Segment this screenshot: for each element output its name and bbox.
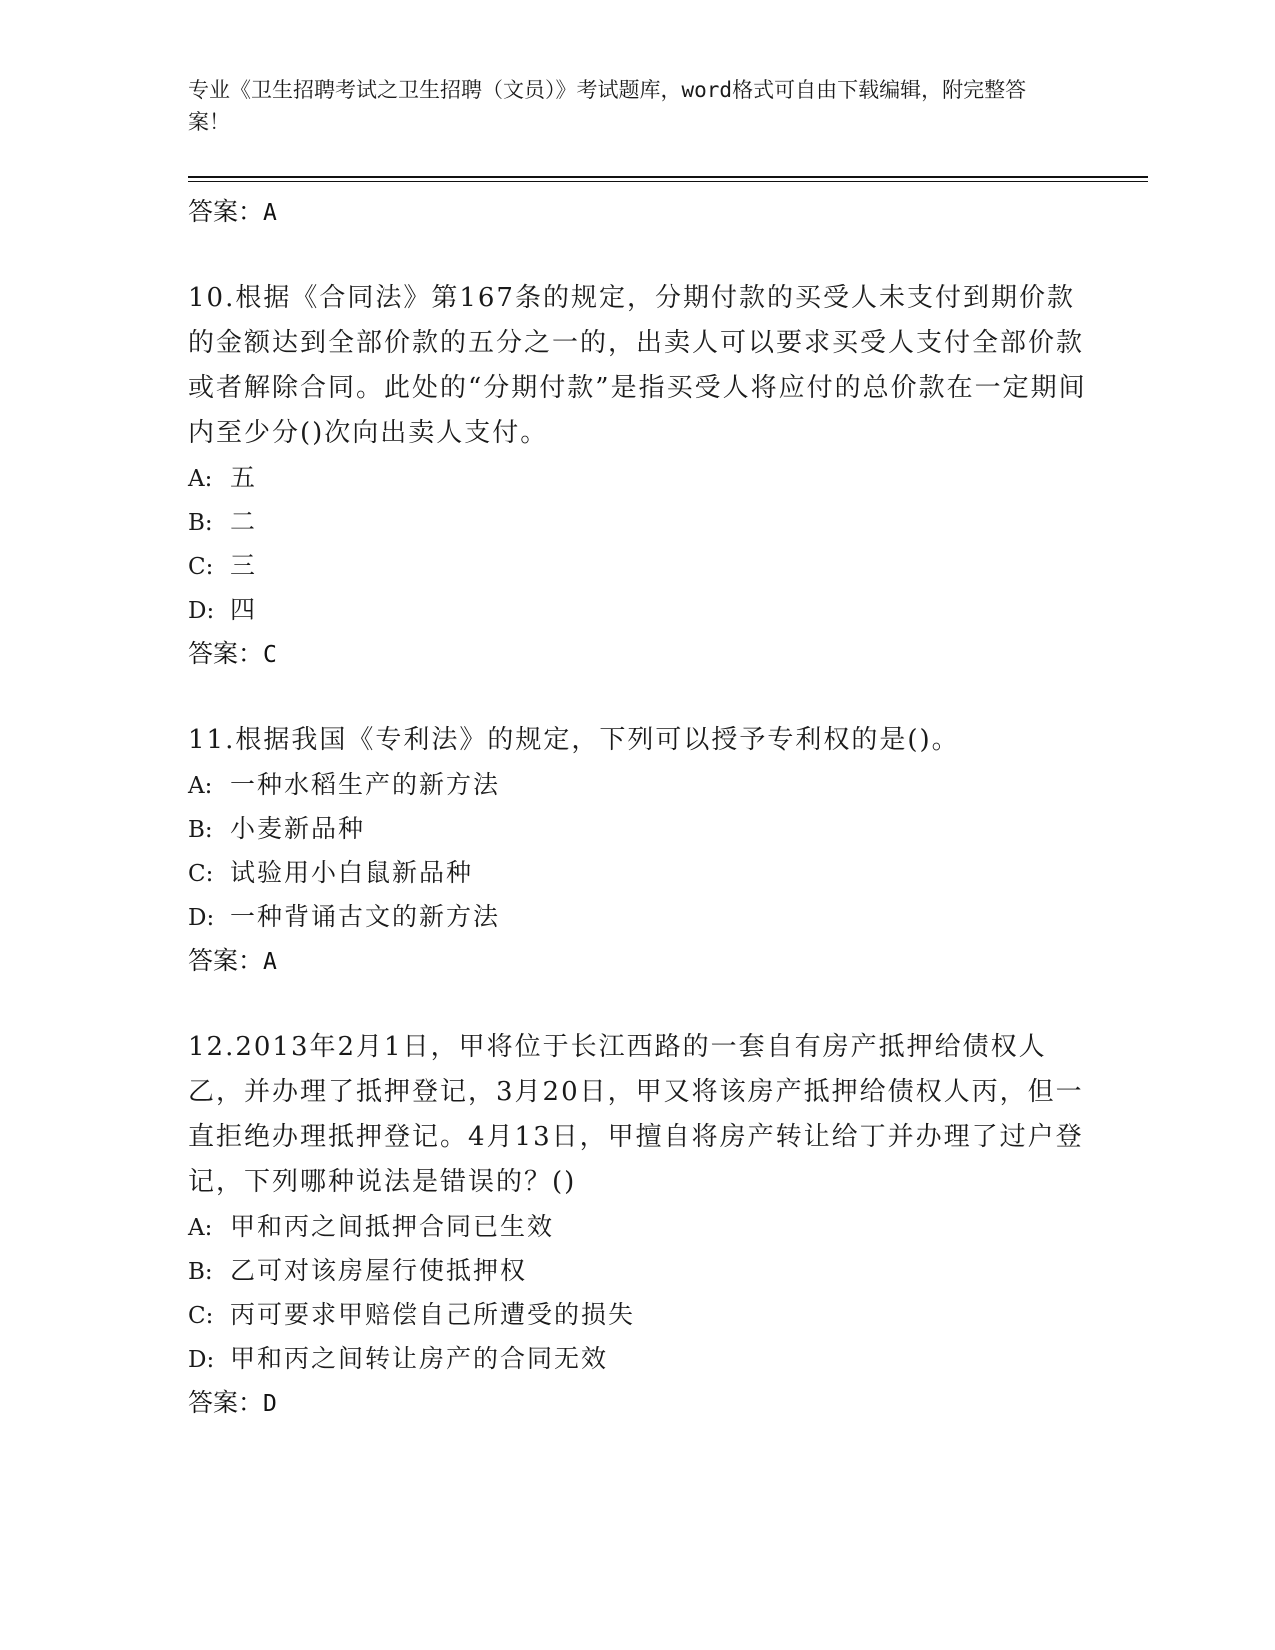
option-b — [188, 1249, 1088, 1293]
option-a — [188, 456, 1088, 500]
option-text: 一种背诵古文的新方法 — [230, 902, 501, 931]
header-rule — [188, 176, 1148, 182]
answer-value: A — [263, 949, 277, 975]
answer-label: 答案： — [188, 197, 264, 226]
option-key: C: — [188, 554, 214, 580]
option-key: A: — [188, 466, 213, 492]
option-key: C: — [188, 861, 214, 887]
option-key: D: — [188, 905, 215, 931]
option-c — [188, 544, 1088, 588]
option-key: A: — [188, 773, 213, 799]
option-key: B: — [188, 510, 213, 536]
option-key: D: — [188, 1347, 215, 1373]
answer-line — [188, 190, 1088, 234]
option-text: 小麦新品种 — [230, 814, 366, 843]
question-text: 10.根据《合同法》第167条的规定，分期付款的买受人未支付到期价款的金额达到全部价款的五分之一的，出卖人可以要求买受人支付全部价款或者解除合同。此处的“分期付款”是指买受人将应付的总价款在一定期间内至少分()次向出卖人支付。 — [188, 283, 1087, 448]
answer-value: D — [263, 1391, 277, 1417]
answer-line — [188, 632, 1088, 676]
answer-label: 答案： — [188, 639, 264, 668]
answer-value: A — [263, 200, 277, 226]
option-key: B: — [188, 1259, 213, 1285]
option-text: 丙可要求甲赔偿自己所遭受的损失 — [230, 1300, 636, 1329]
option-text: 四 — [230, 595, 258, 624]
option-text: 五 — [230, 463, 258, 492]
answer-label: 答案： — [188, 1388, 264, 1417]
header-note: 专业《卫生招聘考试之卫生招聘（文员）》考试题库，word格式可自由下载编辑，附完整答案！ — [188, 78, 1027, 134]
option-c — [188, 1293, 1088, 1337]
option-text: 甲和丙之间抵押合同已生效 — [230, 1212, 555, 1241]
option-c — [188, 851, 1088, 895]
option-key: C: — [188, 1303, 214, 1329]
answer-line — [188, 1381, 1088, 1425]
option-text: 甲和丙之间转让房产的合同无效 — [230, 1344, 609, 1373]
option-text: 一种水稻生产的新方法 — [230, 770, 501, 799]
option-key: A: — [188, 1215, 213, 1241]
question-11 — [188, 718, 1088, 983]
question-12 — [188, 1025, 1088, 1425]
answer-value: C — [263, 642, 277, 668]
option-d — [188, 1337, 1088, 1381]
option-text: 乙可对该房屋行使抵押权 — [230, 1256, 528, 1285]
option-b — [188, 807, 1088, 851]
answer-label: 答案： — [188, 946, 264, 975]
option-text: 二 — [230, 507, 258, 536]
exam-content — [188, 190, 1088, 1425]
option-b — [188, 500, 1088, 544]
option-a — [188, 1205, 1088, 1249]
question-text: 12.2013年2月1日，甲将位于长江西路的一套自有房产抵押给债权人乙，并办理了抵押登记，3月20日，甲又将该房产抵押给债权人丙，但一直拒绝办理抵押登记。4月13日，甲擅自将房产转让给丁并办理了过户登记，下列哪种说法是错误的？() — [188, 1032, 1084, 1197]
question-10 — [188, 276, 1088, 676]
option-a — [188, 763, 1088, 807]
option-text: 试验用小白鼠新品种 — [230, 858, 474, 887]
option-key: D: — [188, 598, 215, 624]
option-key: B: — [188, 817, 213, 843]
option-d — [188, 895, 1088, 939]
option-text: 三 — [230, 551, 258, 580]
answer-line — [188, 939, 1088, 983]
option-d — [188, 588, 1088, 632]
question-text: 11.根据我国《专利法》的规定，下列可以授予专利权的是()。 — [188, 725, 960, 755]
